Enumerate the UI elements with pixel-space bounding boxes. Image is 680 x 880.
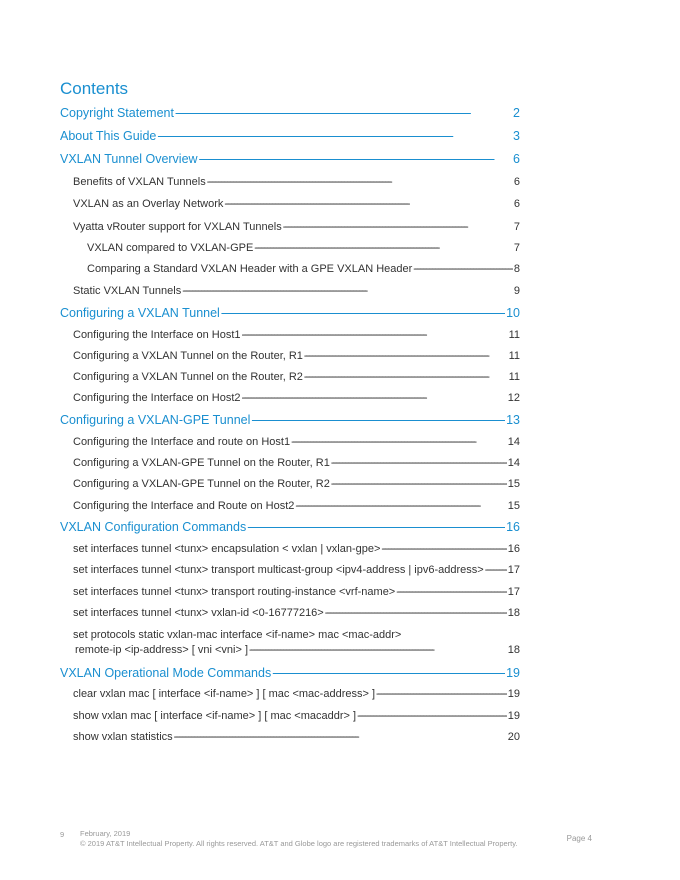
dot-leader bbox=[331, 477, 507, 492]
toc-entry-interface-route-host1[interactable] bbox=[60, 435, 520, 450]
dot-leader bbox=[254, 241, 513, 256]
toc-page-number: 17 bbox=[507, 586, 520, 598]
toc-entry-title: set interfaces tunnel <tunx> transport routing-instance <vrf-name> bbox=[73, 586, 396, 598]
dot-leader bbox=[357, 709, 507, 724]
toc-entry-title: set interfaces tunnel <tunx> encapsulation < vxlan | vxlan-gpe> bbox=[73, 543, 381, 555]
dot-leader bbox=[251, 413, 505, 428]
toc-page-number: 11 bbox=[508, 371, 520, 383]
dot-leader bbox=[247, 520, 505, 535]
toc-entry-vxlan-gpe-r1[interactable] bbox=[60, 456, 520, 471]
toc-entry-cmd-clear-vxlan-mac[interactable] bbox=[60, 687, 520, 702]
toc-entry-title: Configuring a VXLAN-GPE Tunnel bbox=[60, 413, 251, 427]
toc-page-number: 15 bbox=[507, 500, 520, 512]
toc-entry-title: Configuring the Interface and route on Host1 bbox=[73, 436, 291, 448]
dot-leader bbox=[304, 370, 508, 385]
dot-leader bbox=[485, 563, 507, 578]
toc-page-number: 16 bbox=[506, 520, 520, 534]
toc-entry-title: VXLAN Operational Mode Commands bbox=[60, 666, 272, 680]
toc-page-number: 14 bbox=[507, 436, 520, 448]
dot-leader bbox=[224, 197, 512, 212]
toc-page-number: 14 bbox=[507, 457, 520, 469]
dot-leader bbox=[295, 499, 506, 514]
toc-entry-title: Configuring a VXLAN-GPE Tunnel on the Router, R2 bbox=[73, 478, 330, 490]
toc-entry-title: Configuring the Interface and Route on Host2 bbox=[73, 500, 295, 512]
dot-leader bbox=[174, 730, 507, 745]
dot-leader bbox=[331, 456, 507, 471]
toc-entry-title: clear vxlan mac [ interface <if-name> ] [ mac <mac-address> ] bbox=[73, 688, 376, 700]
toc-entry-vxlan-compared-to-gpe[interactable] bbox=[60, 241, 520, 256]
toc-page-number: 11 bbox=[508, 329, 520, 341]
footer-copyright: © 2019 AT&T Intellectual Property. All rights reserved. AT&T and Globe logo are registered trademarks of AT&T Intellectual Property. bbox=[80, 839, 518, 848]
dot-leader bbox=[207, 175, 513, 190]
toc-page-number: 20 bbox=[507, 731, 520, 743]
toc-entry-vxlan-operational-mode-commands[interactable] bbox=[60, 666, 520, 681]
toc-page-number: 18 bbox=[507, 607, 520, 619]
dot-leader bbox=[381, 542, 506, 557]
toc-entry-vxlan-overlay-network[interactable] bbox=[60, 197, 520, 212]
toc-entry-title: VXLAN Tunnel Overview bbox=[60, 152, 198, 166]
toc-entry-vxlan-tunnel-overview[interactable] bbox=[60, 152, 520, 167]
dot-leader bbox=[242, 328, 508, 343]
toc-entry-configuring-vxlan-tunnel[interactable] bbox=[60, 306, 520, 321]
footer-number: 9 bbox=[60, 830, 65, 839]
toc-page-number: 6 bbox=[513, 176, 520, 188]
dot-leader bbox=[182, 284, 513, 299]
toc-page-number: 6 bbox=[513, 198, 520, 210]
toc-entry-interface-host2[interactable] bbox=[60, 391, 520, 406]
toc-page-number: 10 bbox=[506, 306, 520, 320]
toc-page-number: 19 bbox=[507, 710, 520, 722]
toc-page-number: 6 bbox=[513, 152, 520, 166]
toc-page-number: 19 bbox=[507, 688, 520, 700]
toc-entry-title: Configuring a VXLAN Tunnel on the Router, R1 bbox=[73, 350, 303, 362]
toc-page-number: 11 bbox=[508, 350, 520, 362]
toc-entry-cmd-vxlan-id[interactable] bbox=[60, 606, 520, 621]
toc-page-number: 7 bbox=[513, 242, 520, 254]
toc-page-number: 9 bbox=[513, 285, 520, 297]
footer-date: February, 2019 bbox=[80, 829, 131, 838]
dot-leader bbox=[283, 220, 513, 235]
toc-entry-static-vxlan-tunnels[interactable] bbox=[60, 284, 520, 299]
toc-entry-title: Benefits of VXLAN Tunnels bbox=[73, 176, 206, 188]
toc-entry-title: Configuring the Interface on Host2 bbox=[73, 392, 241, 404]
toc-entry-vyatta-vrouter-support[interactable] bbox=[60, 220, 520, 235]
toc-entry-cmd-show-vxlan-statistics[interactable] bbox=[60, 730, 520, 745]
toc-entry-title: Copyright Statement bbox=[60, 106, 174, 120]
dot-leader bbox=[199, 152, 512, 167]
dot-leader bbox=[376, 687, 507, 702]
footer-page-label: Page 4 bbox=[566, 834, 592, 843]
toc-entry-cmd-encapsulation[interactable] bbox=[60, 542, 520, 557]
toc-entry-interface-host1[interactable] bbox=[60, 328, 520, 343]
toc-entry-vxlan-tunnel-r1[interactable] bbox=[60, 349, 520, 364]
toc-page-number: 16 bbox=[507, 543, 520, 555]
toc-page-number: 17 bbox=[507, 564, 520, 576]
toc-entry-vxlan-tunnel-r2[interactable] bbox=[60, 370, 520, 385]
dot-leader bbox=[175, 106, 512, 121]
toc-page-number: 19 bbox=[506, 666, 520, 680]
dot-leader bbox=[396, 585, 507, 600]
toc-entry-title: set interfaces tunnel <tunx> vxlan-id <0-16777216> bbox=[73, 607, 324, 619]
toc-entry-cmd-static-vxlan-mac[interactable] bbox=[60, 628, 520, 658]
dot-leader bbox=[304, 349, 508, 364]
toc-page-number: 7 bbox=[513, 221, 520, 233]
toc-entry-title: VXLAN Configuration Commands bbox=[60, 520, 247, 534]
toc-page-number: 3 bbox=[513, 129, 520, 143]
dot-leader bbox=[325, 606, 507, 621]
toc-page-number: 12 bbox=[507, 392, 520, 404]
toc-entry-title-continued: remote-ip <ip-address> [ vni <vni> ] bbox=[75, 644, 249, 656]
toc-entry-title: Configuring a VXLAN-GPE Tunnel on the Router, R1 bbox=[73, 457, 330, 469]
toc-entry-interface-route-host2[interactable] bbox=[60, 499, 520, 514]
toc-entry-title: Vyatta vRouter support for VXLAN Tunnels bbox=[73, 221, 282, 233]
toc-entry-comparing-headers[interactable] bbox=[60, 262, 520, 277]
toc-entry-configuring-vxlan-gpe-tunnel[interactable] bbox=[60, 413, 520, 428]
toc-entry-title: Configuring a VXLAN Tunnel bbox=[60, 306, 220, 320]
toc-entry-vxlan-configuration-commands[interactable] bbox=[60, 520, 520, 535]
toc-entry-title: Configuring the Interface on Host1 bbox=[73, 329, 241, 341]
toc-page-number: 13 bbox=[506, 413, 520, 427]
toc-entry-cmd-routing-instance[interactable] bbox=[60, 585, 520, 600]
toc-page-number: 8 bbox=[513, 263, 520, 275]
dot-leader bbox=[291, 435, 507, 450]
toc-entry-title: VXLAN compared to VXLAN-GPE bbox=[87, 242, 254, 254]
toc-entry-title: Configuring a VXLAN Tunnel on the Router, R2 bbox=[73, 371, 303, 383]
toc-entry-copyright-statement[interactable] bbox=[60, 106, 520, 121]
toc-entry-benefits-of-vxlan-tunnels[interactable] bbox=[60, 175, 520, 190]
toc-entry-title: show vxlan statistics bbox=[73, 731, 173, 743]
dot-leader bbox=[272, 666, 505, 681]
toc-page-number: 18 bbox=[507, 644, 520, 656]
toc-entry-about-this-guide[interactable] bbox=[60, 129, 520, 144]
toc-page-number: 2 bbox=[513, 106, 520, 120]
toc-entry-cmd-show-vxlan-mac[interactable] bbox=[60, 709, 520, 724]
toc-entry-title: set protocols static vxlan-mac interface <if-name> mac <mac-addr> bbox=[73, 629, 402, 641]
dot-leader bbox=[249, 643, 507, 658]
dot-leader bbox=[413, 262, 513, 277]
toc-entry-title: Comparing a Standard VXLAN Header with a GPE VXLAN Header bbox=[87, 263, 413, 275]
dot-leader bbox=[242, 391, 507, 406]
toc-entry-title: show vxlan mac [ interface <if-name> ] [ mac <macaddr> ] bbox=[73, 710, 357, 722]
page-title: Contents bbox=[60, 79, 129, 98]
toc-entry-title: About This Guide bbox=[60, 129, 157, 143]
toc-entry-title: VXLAN as an Overlay Network bbox=[73, 198, 224, 210]
toc-entry-vxlan-gpe-r2[interactable] bbox=[60, 477, 520, 492]
dot-leader bbox=[157, 129, 512, 144]
toc-page-number: 15 bbox=[507, 478, 520, 490]
toc-entry-title: set interfaces tunnel <tunx> transport multicast-group <ipv4-address | ipv6-address> bbox=[73, 564, 484, 576]
dot-leader bbox=[221, 306, 505, 321]
toc-entry-title: Static VXLAN Tunnels bbox=[73, 285, 182, 297]
toc-entry-cmd-multicast-group[interactable] bbox=[60, 563, 520, 578]
